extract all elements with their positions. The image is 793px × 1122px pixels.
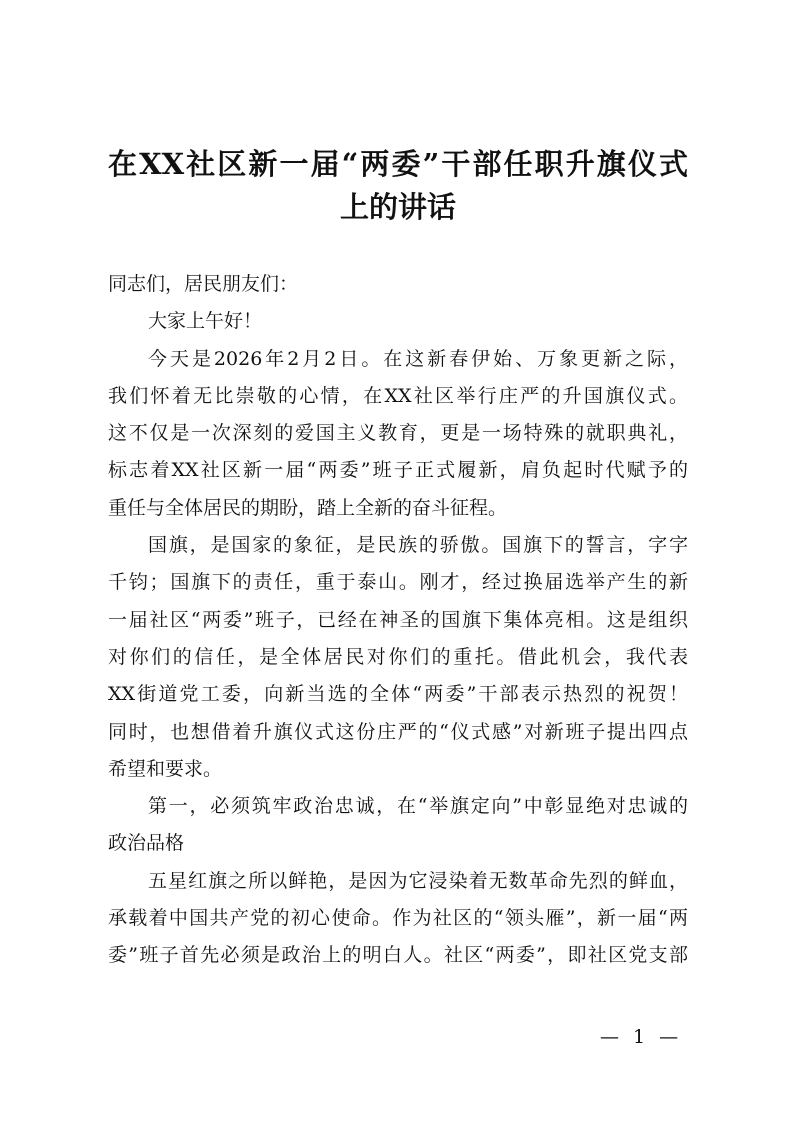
paragraph-line: XX街道党工委，向新当选的全体“两委”干部表示热烈的祝贺！ [108, 683, 688, 706]
document-body [108, 266, 688, 975]
paragraph-line: 希望和要求。 [108, 757, 223, 780]
paragraph-line: 同时，也想借着升旗仪式这份庄严的“仪式感”对新班子提出四点 [108, 720, 688, 743]
paragraph-line: 重任与全体居民的期盼，踏上全新的奋斗征程。 [108, 496, 508, 519]
paragraph-line: 我们怀着无比崇敬的心情，在XX社区举行庄严的升国旗仪式。 [108, 384, 688, 407]
paragraph-line: 对你们的信任，是全体居民对你们的重托。借此机会，我代表 [108, 645, 688, 668]
document-title-line-1: 在XX社区新一届“两委”干部任职升旗仪式 [108, 147, 688, 181]
section-heading-line: 政治品格 [108, 832, 185, 855]
page-number: — 1 — [600, 1026, 683, 1048]
paragraph-line: 今天是2026年2月2日。在这新春伊始、万象更新之际， [148, 347, 688, 370]
document-title-line-2: 上的讲话 [339, 190, 456, 224]
paragraph-line: 委”班子首先必须是政治上的明白人。社区“两委”，即社区党支部 [108, 944, 688, 967]
paragraph-line: 这不仅是一次深刻的爱国主义教育，更是一场特殊的就职典礼， [108, 422, 688, 445]
greeting: 同志们，居民朋友们： [108, 273, 299, 295]
paragraph-line: 国旗，是国家的象征，是民族的骄傲。国旗下的誓言，字字 [148, 534, 688, 557]
paragraph-line: 千钧；国旗下的责任，重于泰山。刚才，经过换届选举产生的新 [108, 571, 688, 594]
paragraph-line: 承载着中国共产党的初心使命。作为社区的“领头雁”，新一届“两 [108, 907, 688, 930]
paragraph-line: 标志着XX社区新一届“两委”班子正式履新，肩负起时代赋予的 [108, 459, 688, 482]
section-heading-line: 第一，必须筑牢政治忠诚，在“举旗定向”中彰显绝对忠诚的 [148, 795, 688, 818]
paragraph-line: 大家上午好！ [148, 310, 263, 333]
paragraph-line: 一届社区“两委”班子，已经在神圣的国旗下集体亮相。这是组织 [108, 608, 688, 631]
paragraph-line: 五星红旗之所以鲜艳，是因为它浸染着无数革命先烈的鲜血， [148, 869, 688, 892]
